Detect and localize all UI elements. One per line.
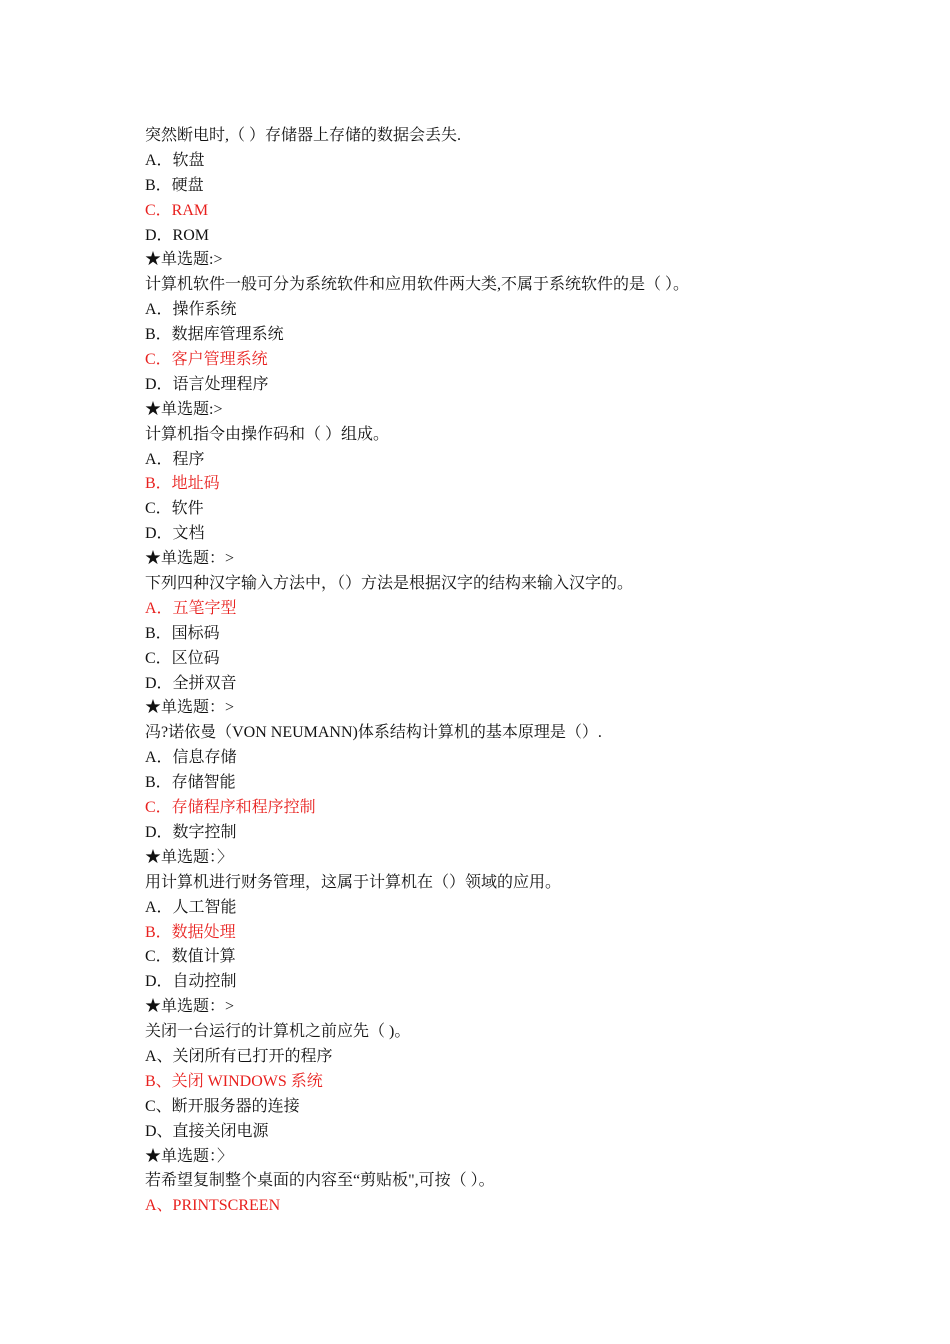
question-text: 计算机指令由操作码和（ ）组成。 (145, 425, 390, 443)
answer-option: B．存储智能 (145, 774, 236, 792)
answer-option: D．全拼双音 (145, 674, 237, 692)
answer-option-correct: A、PRINTSCREEN (145, 1197, 281, 1215)
answer-option: A、关闭所有已打开的程序 (145, 1047, 333, 1065)
answer-option-correct: B．数据处理 (145, 923, 236, 941)
quiz-content (145, 124, 845, 1219)
answer-option: A．程序 (145, 450, 205, 468)
answer-option-correct: C．RAM (145, 201, 209, 219)
answer-option: A．人工智能 (145, 898, 237, 916)
question-text: 计算机软件一般可分为系统软件和应用软件两大类,不属于系统软件的是（ ）。 (145, 276, 690, 294)
answer-option: D．语言处理程序 (145, 375, 269, 393)
answer-option: A．软盘 (145, 151, 205, 169)
answer-option-correct: B、关闭 WINDOWS 系统 (145, 1072, 323, 1090)
question-text: 若希望复制整个桌面的内容至“剪贴板",可按（ ）。 (145, 1172, 495, 1190)
answer-option-correct: C．客户管理系统 (145, 351, 268, 369)
answer-option: A．信息存储 (145, 749, 237, 767)
answer-option: A．操作系统 (145, 301, 237, 319)
answer-option-correct: C．存储程序和程序控制 (145, 799, 316, 817)
answer-option-correct: A．五笔字型 (145, 599, 237, 617)
answer-option: C．软件 (145, 500, 204, 518)
question-text: 突然断电时,（ ）存储器上存储的数据会丢失. (145, 127, 462, 144)
question-type-label: ★单选题：> (145, 550, 235, 568)
question-type-label: ★单选题：〉 (145, 848, 234, 866)
question-text: 冯?诺依曼（VON NEUMANN)体系结构计算机的基本原理是（）. (145, 724, 602, 742)
answer-option: D．自动控制 (145, 973, 237, 991)
question-text: 关闭一台运行的计算机之前应先（ )。 (145, 1023, 411, 1041)
answer-option: C、断开服务器的连接 (145, 1097, 300, 1115)
question-type-label: ★单选题：> (145, 998, 235, 1016)
answer-option-correct: B．地址码 (145, 475, 220, 493)
answer-option: C．数值计算 (145, 948, 236, 966)
answer-option: D、直接关闭电源 (145, 1122, 269, 1140)
answer-option: B．硬盘 (145, 176, 204, 194)
question-type-label: ★单选题：> (145, 699, 235, 717)
question-text: 用计算机进行财务管理，这属于计算机在（）领域的应用。 (145, 873, 562, 891)
answer-option: D．文档 (145, 525, 205, 543)
answer-option: B．数据库管理系统 (145, 326, 284, 344)
answer-option: D．ROM (145, 226, 210, 244)
answer-option: B．国标码 (145, 624, 220, 642)
answer-option: D．数字控制 (145, 823, 237, 841)
question-type-label: ★单选题：〉 (145, 1147, 234, 1165)
answer-option: C．区位码 (145, 649, 220, 667)
question-text: 下列四种汉字输入方法中，（）方法是根据汉字的结构来输入汉字的。 (145, 575, 634, 593)
question-type-label: ★单选题:> (145, 251, 223, 269)
question-type-label: ★单选题:> (145, 400, 223, 418)
